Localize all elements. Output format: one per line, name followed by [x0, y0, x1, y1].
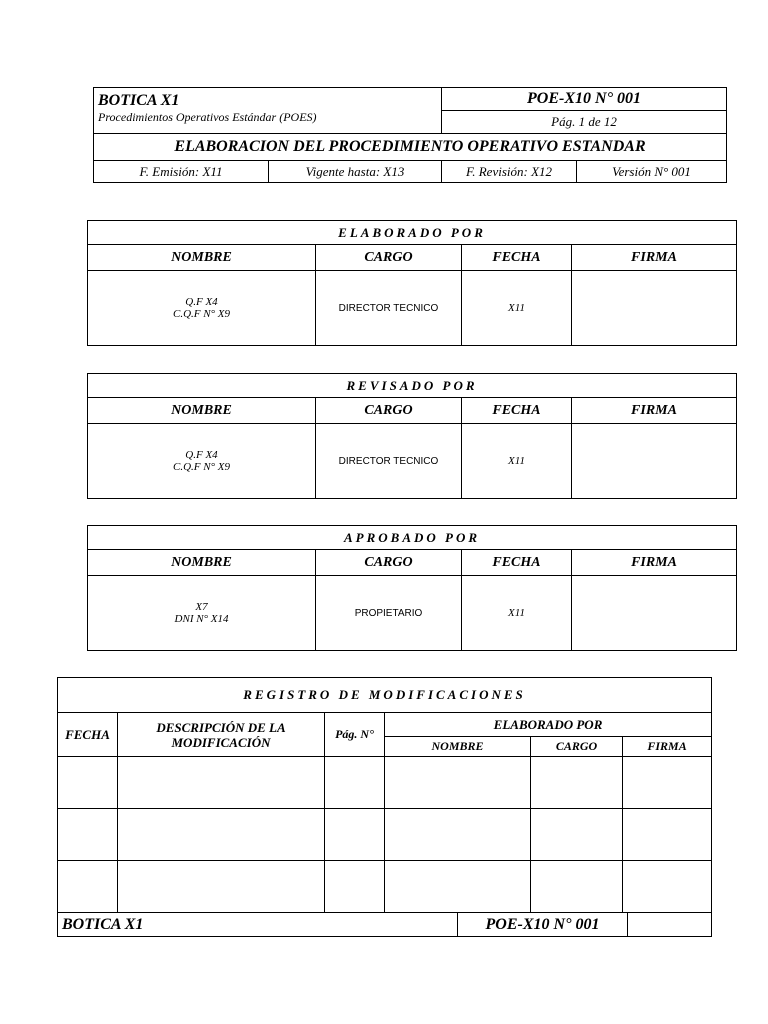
col-firma: FIRMA [572, 245, 737, 271]
empty-cell [623, 757, 712, 809]
document-subtitle: Procedimientos Operativos Estándar (POES) [98, 110, 317, 124]
revisado-nombre-line1: Q.F X4 [185, 449, 218, 461]
revisado-heading: REVISADO POR [88, 374, 737, 398]
empty-cell [325, 861, 385, 913]
col-cargo: CARGO [316, 245, 462, 271]
revisado-fecha: X11 [462, 424, 572, 499]
table-row [58, 757, 712, 809]
elaborado-fecha: X11 [462, 271, 572, 346]
elaborado-nombre-line2: C.Q.F N° X9 [173, 308, 230, 320]
registro-heading: REGISTRO DE MODIFICACIONES [58, 678, 712, 713]
empty-cell [118, 861, 325, 913]
col-cargo: CARGO [316, 398, 462, 424]
document-title: ELABORACION DEL PROCEDIMIENTO OPERATIVO ESTANDAR [94, 134, 727, 161]
empty-cell [531, 809, 623, 861]
col-fecha: FECHA [462, 550, 572, 576]
registro-col-descripcion [118, 713, 325, 757]
col-nombre: NOMBRE [88, 398, 316, 424]
footer-empty-cell [628, 913, 712, 937]
elaborado-nombre-line1: Q.F X4 [185, 296, 218, 308]
registro-table [57, 677, 712, 913]
aprobado-fecha: X11 [462, 576, 572, 651]
aprobado-table [87, 525, 737, 651]
version-number: Versión N° 001 [577, 161, 727, 183]
revisado-nombre [88, 424, 316, 499]
elaborado-firma [572, 271, 737, 346]
empty-cell [623, 809, 712, 861]
aprobado-nombre [88, 576, 316, 651]
col-nombre: NOMBRE [88, 550, 316, 576]
empty-cell [58, 757, 118, 809]
empty-cell [385, 861, 531, 913]
elaborado-table [87, 220, 737, 346]
aprobado-nombre-line1: X7 [195, 601, 208, 613]
document-code: POE-X10 N° 001 [442, 88, 727, 111]
revisado-cargo: DIRECTOR TECNICO [316, 424, 462, 499]
empty-cell [118, 757, 325, 809]
aprobado-firma [572, 576, 737, 651]
empty-cell [531, 861, 623, 913]
empty-cell [58, 861, 118, 913]
aprobado-nombre-line2: DNI N° X14 [174, 613, 229, 625]
elaborado-nombre [88, 271, 316, 346]
empty-cell [531, 757, 623, 809]
valid-until: Vigente hasta: X13 [269, 161, 442, 183]
document-header [93, 87, 727, 183]
table-row [58, 809, 712, 861]
revisado-table [87, 373, 737, 499]
emission-date: F. Emisión: X11 [94, 161, 269, 183]
empty-cell [118, 809, 325, 861]
footer-code: POE-X10 N° 001 [458, 913, 628, 937]
revisado-firma [572, 424, 737, 499]
revision-date: F. Revisión: X12 [442, 161, 577, 183]
col-fecha: FECHA [462, 398, 572, 424]
aprobado-heading: APROBADO POR [88, 526, 737, 550]
col-firma: FIRMA [572, 398, 737, 424]
elaborado-cargo: DIRECTOR TECNICO [316, 271, 462, 346]
empty-cell [325, 757, 385, 809]
registro-col-descripcion-line1: DESCRIPCIÓN DE LA [156, 719, 286, 735]
footer-company: BOTICA X1 [58, 913, 458, 937]
registro-col-pag: Pág. N° [325, 713, 385, 757]
empty-cell [325, 809, 385, 861]
elaborado-heading: ELABORADO POR [88, 221, 737, 245]
revisado-nombre-line2: C.Q.F N° X9 [173, 461, 230, 473]
company-name: BOTICA X1 [98, 92, 180, 109]
empty-cell [623, 861, 712, 913]
registro-col-elaborado: ELABORADO POR [385, 713, 712, 737]
document-footer [57, 912, 712, 937]
aprobado-cargo: PROPIETARIO [316, 576, 462, 651]
registro-col-firma: FIRMA [623, 737, 712, 757]
registro-col-fecha: FECHA [58, 713, 118, 757]
empty-cell [58, 809, 118, 861]
page-number: Pág. 1 de 12 [442, 111, 727, 134]
registro-col-descripcion-line2: MODIFICACIÓN [171, 734, 271, 750]
registro-col-cargo: CARGO [531, 737, 623, 757]
col-cargo: CARGO [316, 550, 462, 576]
col-firma: FIRMA [572, 550, 737, 576]
col-fecha: FECHA [462, 245, 572, 271]
empty-cell [385, 809, 531, 861]
registro-col-nombre: NOMBRE [385, 737, 531, 757]
empty-cell [385, 757, 531, 809]
col-nombre: NOMBRE [88, 245, 316, 271]
company-cell [94, 88, 442, 134]
table-row [58, 861, 712, 913]
